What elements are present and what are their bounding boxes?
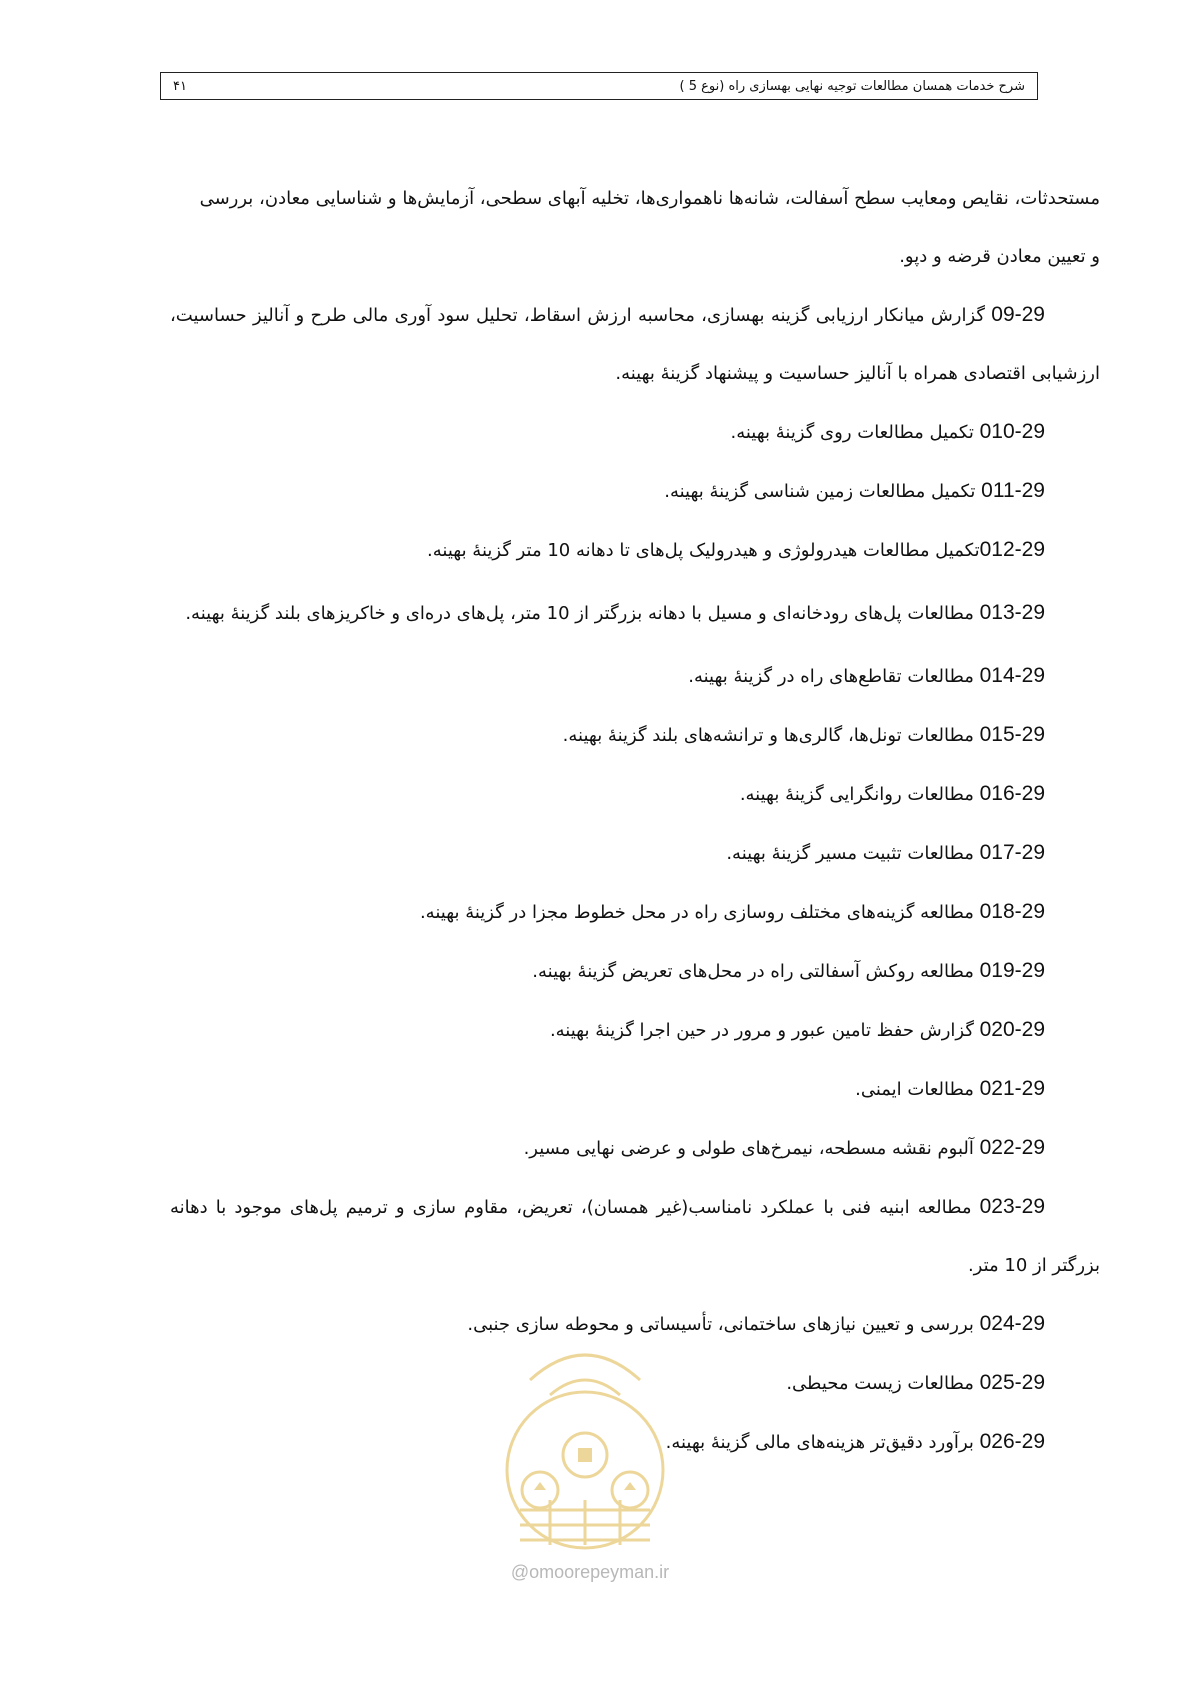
item-text: بررسی و تعیین نیازهای ساختمانی، تأسیساتی و محوطه سازی جنبی. [467, 1314, 980, 1335]
item-text: گزارش حفظ تامین عبور و مرور در حین اجرا گزینۀ بهینه. [549, 1020, 980, 1041]
item-text: مطالعات تونل‌ها، گالری‌ها و ترانشه‌های بلند گزینۀ بهینه. [562, 725, 980, 746]
item-code: 020-29 [979, 1018, 1045, 1041]
item-code: 010-29 [979, 420, 1045, 443]
item-text: مطالعه ابنیه فنی با عملکرد نامناسب(غیر همسان)، تعریض، مقاوم سازی و ترمیم پل‌های موجود با دهانه بزرگتر از 10 متر. [170, 1197, 1100, 1276]
item-code: 015-29 [979, 723, 1045, 746]
list-item [170, 706, 1100, 765]
list-item [170, 942, 1100, 1001]
intro-line-2: و تعیین معادن قرضه و دپو. [899, 246, 1100, 267]
watermark-url: @omoorepeyman.ir [510, 1562, 670, 1582]
item-text: مطالعه گزینه‌های مختلف روسازی راه در محل خطوط مجزا در گزینۀ بهینه. [419, 902, 980, 923]
item-text: مطالعات ایمنی. [855, 1079, 980, 1100]
item-code: 025-29 [979, 1371, 1045, 1394]
item-code: 018-29 [979, 900, 1045, 923]
item-code: 014-29 [979, 664, 1045, 687]
list-item [170, 580, 1100, 647]
item-code: 011-29 [981, 479, 1045, 502]
list-item [170, 1178, 1100, 1295]
item-code: 023-29 [979, 1195, 1045, 1218]
item-code: 016-29 [979, 782, 1045, 805]
item-text: آلبوم نقشه مسطحه، نیمرخ‌های طولی و عرضی نهایی مسیر. [523, 1138, 980, 1159]
header-title: شرح خدمات همسان مطالعات توجیه نهایی بهسازی راه (نوع 5 ) [679, 78, 1025, 94]
item-text: مطالعات تثبیت مسیر گزینۀ بهینه. [726, 843, 980, 864]
item-text: مطالعات روانگرایی گزینۀ بهینه. [739, 784, 980, 805]
page-header [160, 72, 1038, 100]
item-code: 013-29 [979, 601, 1045, 624]
list-item [170, 286, 1100, 403]
intro-line-1: مستحدثات، نقایص ومعایب سطح آسفالت، شانه‌ها ناهمواری‌ها، تخلیه آبهای سطحی، آزمایش‌ها و شناسایی معادن، بررسی [199, 188, 1100, 209]
item-code: 026-29 [979, 1430, 1045, 1453]
list-item [170, 824, 1100, 883]
list-item [170, 647, 1100, 706]
list-item [170, 765, 1100, 824]
item-text: برآورد دقیق‌تر هزینه‌های مالی گزینۀ بهینه. [665, 1432, 980, 1453]
item-code: 024-29 [979, 1312, 1045, 1335]
page-number: ۴۱ [173, 78, 187, 94]
item-code: 012-29 [979, 538, 1045, 561]
item-text: مطالعه روکش آسفالتی راه در محل‌های تعریض گزینۀ بهینه. [532, 961, 980, 982]
item-code: 022-29 [979, 1136, 1045, 1159]
list-item [170, 883, 1100, 942]
document-body [170, 170, 1100, 1472]
list-item [170, 1119, 1100, 1178]
item-text: تکمیل مطالعات زمین شناسی گزینۀ بهینه. [664, 481, 982, 502]
item-text: گزارش میانکار ارزیابی گزینه بهسازی، محاسبه ارزش اسقاط، تحلیل سود آوری مالی طرح و آنالیز حساسیت، ارزشیابی اقتصادی همراه با آنالیز حساسیت و پیشنهاد گزینۀ بهینه. [170, 305, 1100, 384]
item-text: مطالعات زیست محیطی. [786, 1373, 980, 1394]
item-code: 021-29 [979, 1077, 1045, 1100]
list-item [170, 521, 1100, 580]
item-text: مطالعات پل‌های رودخانه‌ای و مسیل با دهانه بزرگتر از 10 متر، پل‌های دره‌ای و خاکریزهای بلند گزینۀ بهینه. [185, 603, 980, 624]
watermark-logo [490, 1340, 680, 1550]
list-item [170, 1060, 1100, 1119]
list-item [170, 462, 1100, 521]
list-item [170, 1001, 1100, 1060]
item-code: 09-29 [991, 303, 1045, 326]
item-text: تکمیل مطالعات روی گزینۀ بهینه. [730, 422, 980, 443]
item-code: 019-29 [979, 959, 1045, 982]
item-text: تکمیل مطالعات هیدرولوژی و هیدرولیک پل‌های تا دهانه 10 متر گزینۀ بهینه. [427, 540, 980, 561]
list-item [170, 403, 1100, 462]
item-text: مطالعات تقاطع‌های راه در گزینۀ بهینه. [688, 666, 980, 687]
item-code: 017-29 [979, 841, 1045, 864]
